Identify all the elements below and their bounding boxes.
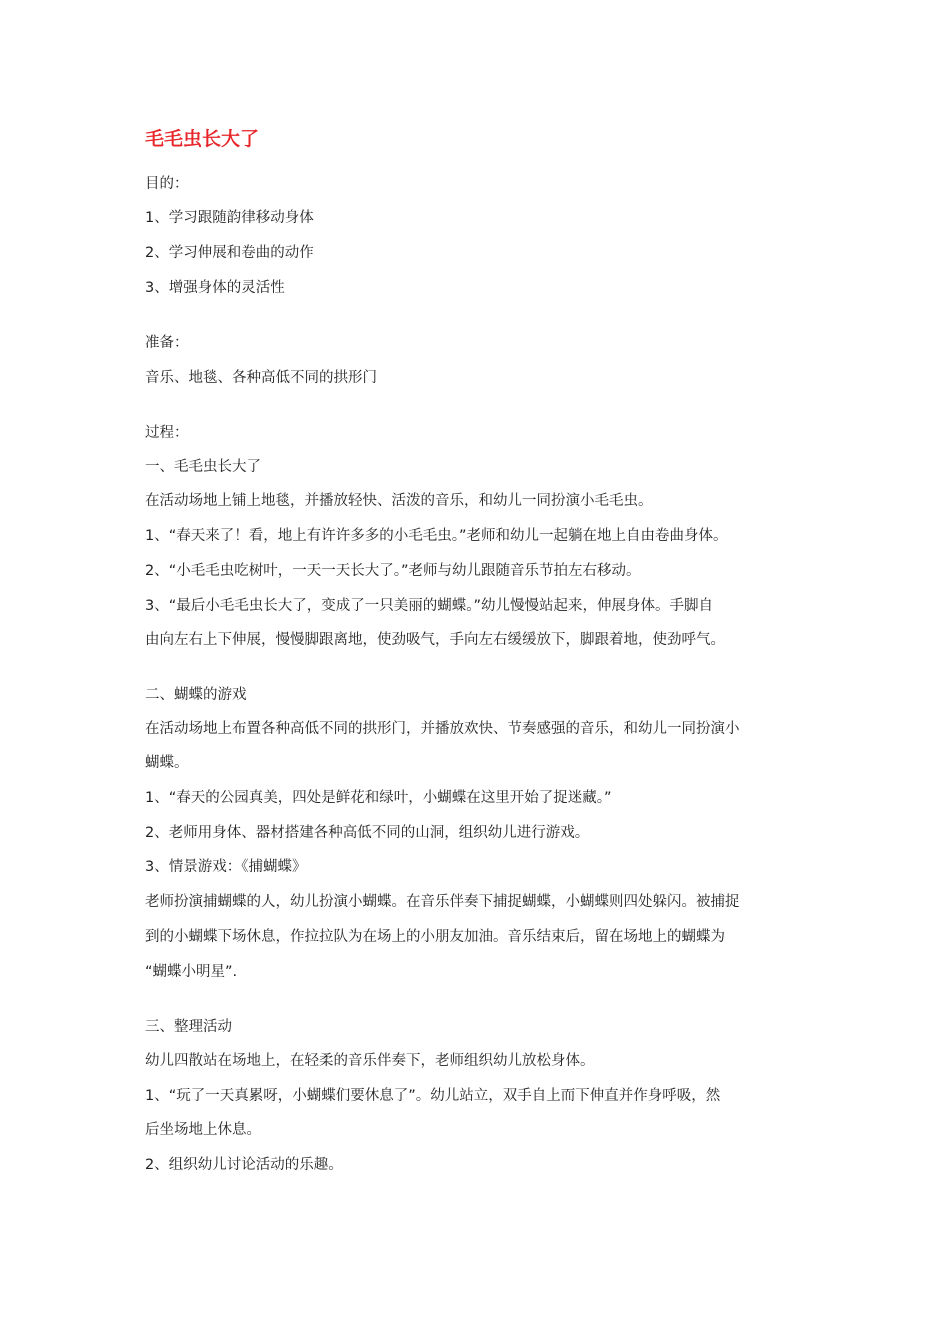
section-2-heading: 二、蝴蝶的游戏 <box>145 687 247 703</box>
paragraph-line: 1、“玩了一天真累呀，小蝴蝶们要休息了”。幼儿站立，双手自上而下伸直并作身呼吸，然 <box>145 1088 721 1104</box>
heading-process: 过程： <box>145 425 189 441</box>
paragraph-line: 2、老师用身体、器材搭建各种高低不同的山洞，组织幼儿进行游戏。 <box>145 825 590 841</box>
paragraph-line: 2、组织幼儿讨论活动的乐趣。 <box>145 1157 343 1173</box>
purpose-item-3: 3、增强身体的灵活性 <box>145 280 285 296</box>
paragraph-line: “蝴蝶小明星”. <box>145 964 238 980</box>
paragraph-line: 幼儿四散站在场地上，在轻柔的音乐伴奏下，老师组织幼儿放松身体。 <box>145 1053 595 1069</box>
paragraph-line: 到的小蝴蝶下场休息，作拉拉队为在场上的小朋友加油。音乐结束后，留在场地上的蝴蝶为 <box>145 929 725 945</box>
paragraph-line: 1、“春天来了！看，地上有许许多多的小毛毛虫。”老师和幼儿一起躺在地上自由卷曲身体。 <box>145 528 728 544</box>
paragraph-line: 后坐场地上休息。 <box>145 1122 261 1138</box>
paragraph-line: 3、情景游戏：《捕蝴蝶》 <box>145 859 307 875</box>
purpose-item-1: 1、学习跟随韵律移动身体 <box>145 210 314 226</box>
paragraph-line: 3、“最后小毛毛虫长大了，变成了一只美丽的蝴蝶。”幼儿慢慢站起来，伸展身体。手脚自 <box>145 598 713 614</box>
preparation-text: 音乐、地毯、各种高低不同的拱形门 <box>145 370 377 386</box>
paragraph-line: 由向左右上下伸展，慢慢脚跟离地，使劲吸气，手向左右缓缓放下，脚跟着地，使劲呼气。 <box>145 632 725 648</box>
section-3-heading: 三、整理活动 <box>145 1019 232 1035</box>
paragraph-line: 蝴蝶。 <box>145 755 189 771</box>
purpose-item-2: 2、学习伸展和卷曲的动作 <box>145 245 314 261</box>
paragraph-line: 在活动场地上铺上地毯，并播放轻快、活泼的音乐，和幼儿一同扮演小毛毛虫。 <box>145 493 653 509</box>
paragraph-line: 在活动场地上布置各种高低不同的拱形门，并播放欢快、节奏感强的音乐，和幼儿一同扮演小 <box>145 721 740 737</box>
heading-preparation: 准备： <box>145 335 189 351</box>
paragraph-line: 1、“春天的公园真美，四处是鲜花和绿叶，小蝴蝶在这里开始了捉迷藏。” <box>145 790 612 806</box>
paragraph-line: 2、“小毛毛虫吃树叶，一天一天长大了。”老师与幼儿跟随音乐节拍左右移动。 <box>145 563 641 579</box>
heading-purpose: 目的： <box>145 176 189 192</box>
paragraph-line: 老师扮演捕蝴蝶的人，幼儿扮演小蝴蝶。在音乐伴奏下捕捉蝴蝶，小蝴蝶则四处躲闪。被捕捉 <box>145 894 740 910</box>
document-title: 毛毛虫长大了 <box>145 128 260 150</box>
section-1-heading: 一、毛毛虫长大了 <box>145 459 261 475</box>
